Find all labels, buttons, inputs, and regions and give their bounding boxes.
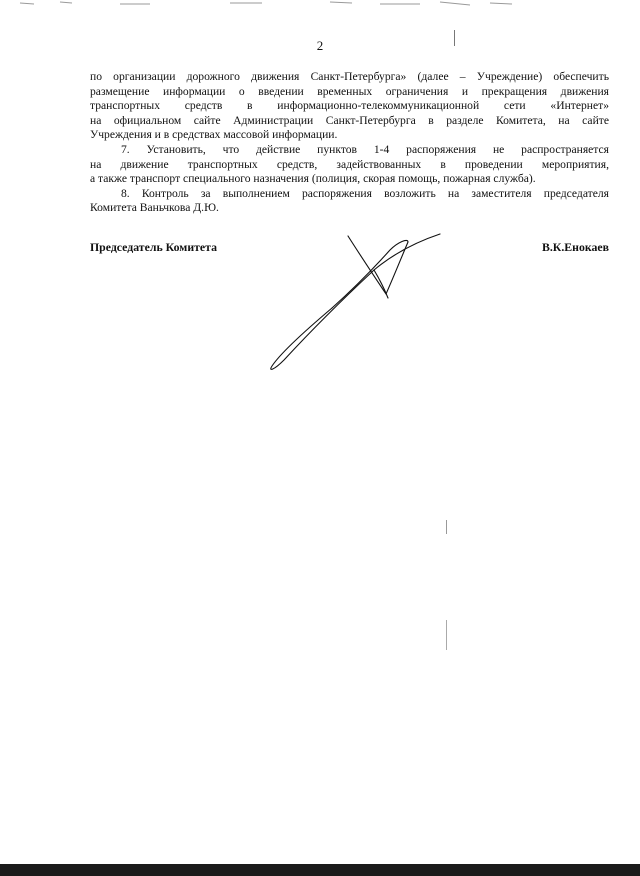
signer-name: В.К.Енокаев — [541, 240, 609, 254]
text-line: на официальном сайте Администрации Санкт-Петербурга в разделе Комитета, на сайте — [90, 113, 609, 127]
page-number: 2 — [316, 38, 324, 53]
text-line: Комитета Ваньчкова Д.Ю. — [90, 201, 219, 215]
text-line: 7. Установить, что действие пунктов 1-4 распоряжения не распространяется — [121, 142, 609, 156]
text-line: на движение транспортных средств, задействованных в проведении мероприятия, — [90, 157, 609, 171]
scan-mark — [446, 520, 447, 534]
document-body — [90, 70, 609, 216]
paragraph-8 — [90, 187, 609, 216]
text-line: а также транспорт специального назначения (полиция, скорая помощь, пожарная служба). — [90, 172, 536, 186]
scan-noise-top — [0, 0, 640, 20]
scan-edge-bottom — [0, 864, 640, 876]
scan-mark — [446, 620, 447, 650]
handwritten-signature — [262, 228, 452, 378]
scan-mark — [454, 30, 455, 46]
text-line: 8. Контроль за выполнением распоряжения возложить на заместителя председателя — [121, 186, 609, 200]
paragraph-6-continuation — [90, 70, 609, 143]
text-line: Учреждения и в средствах массовой информации. — [90, 128, 338, 142]
text-line: размещение информации о введении временных ограничения и прекращения движения — [90, 84, 609, 98]
text-line: по организации дорожного движения Санкт-Петербурга» (далее – Учреждение) обеспечить — [90, 70, 609, 83]
paragraph-7 — [90, 143, 609, 187]
text-line: транспортных средств в информационно-телекоммуникационной сети «Интернет» — [90, 99, 609, 113]
signer-title: Председатель Комитета — [90, 240, 217, 254]
